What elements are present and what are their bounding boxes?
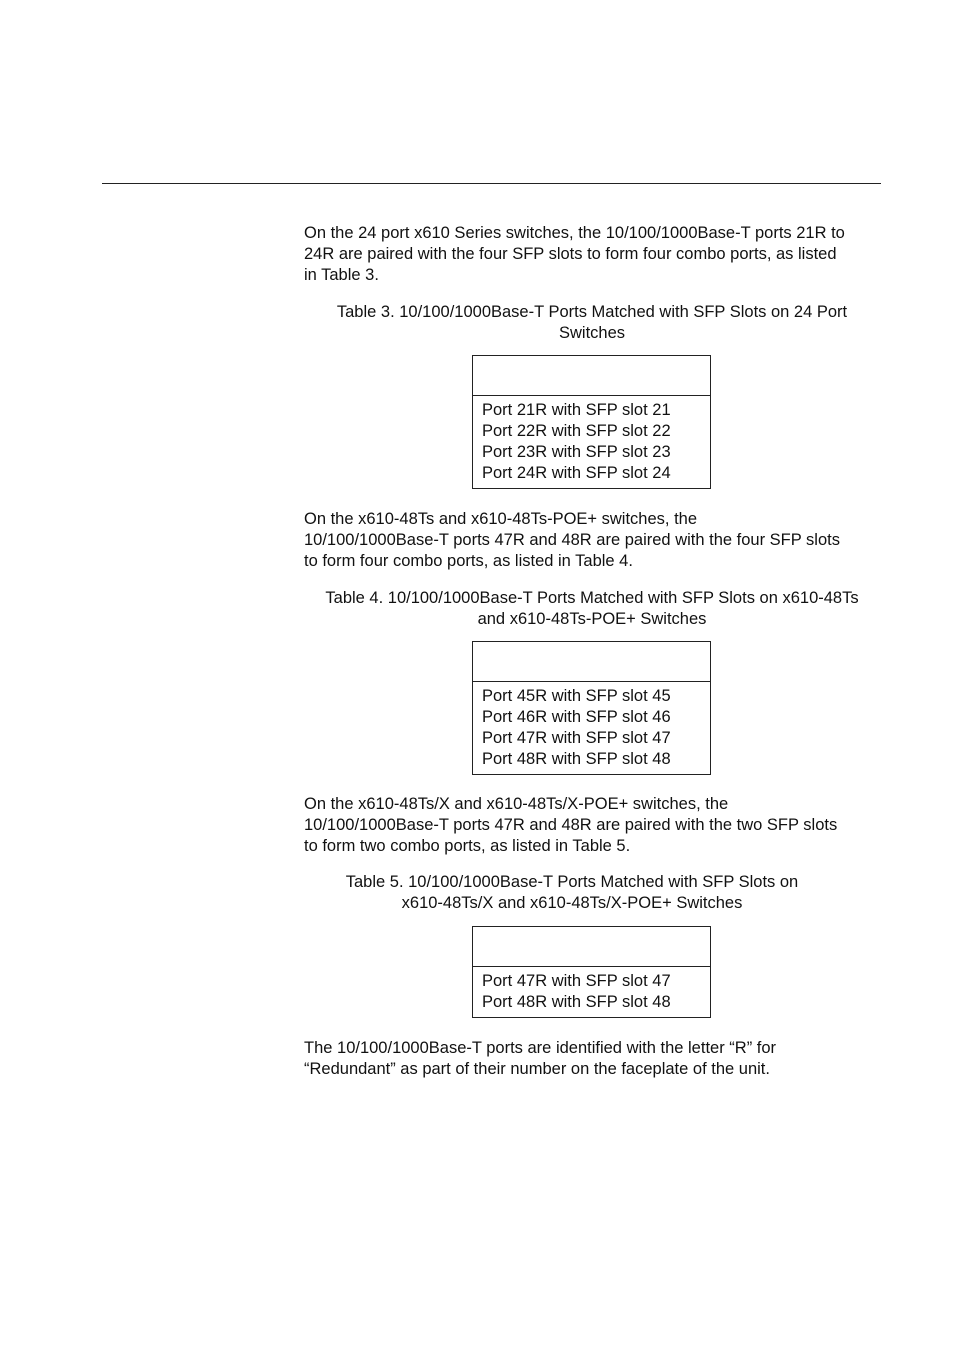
caption-line: and x610-48Ts-POE+ Switches (477, 610, 707, 628)
table-row: Port 48R with SFP slot 48 (482, 750, 671, 768)
table-4-caption (300, 588, 884, 630)
table-body (473, 396, 710, 488)
table-header (473, 356, 710, 396)
table-row: Port 45R with SFP slot 45 (482, 687, 671, 705)
caption-line: Table 3. 10/100/1000Base-T Ports Matched with SFP Slots on 24 Port (336, 303, 848, 321)
paragraph-line: On the x610-48Ts and x610-48Ts-POE+ switches, the (304, 510, 698, 528)
paragraph-line: to form two combo ports, as listed in Table 5. (304, 837, 631, 855)
paragraph-line: in Table 3. (304, 266, 379, 284)
caption-line: Table 5. 10/100/1000Base-T Ports Matched with SFP Slots on (345, 873, 799, 891)
paragraph-line: to form four combo ports, as listed in Table 4. (304, 552, 633, 570)
table-header (473, 927, 710, 967)
paragraph-line: 24R are paired with the four SFP slots to form four combo ports, as listed (304, 245, 837, 263)
paragraph-48ts-intro (304, 509, 884, 572)
paragraph-48ts-x-intro (304, 794, 884, 857)
table-row: Port 21R with SFP slot 21 (482, 401, 671, 419)
paragraph-line: On the x610-48Ts/X and x610-48Ts/X-POE+ switches, the (304, 795, 729, 813)
paragraph-line: On the 24 port x610 Series switches, the 10/100/1000Base-T ports 21R to (304, 224, 845, 242)
paragraph-line: 10/100/1000Base-T ports 47R and 48R are paired with the two SFP slots (304, 816, 838, 834)
table-header (473, 642, 710, 682)
table-3 (472, 355, 711, 489)
table-4 (472, 641, 711, 775)
paragraph-line: 10/100/1000Base-T ports 47R and 48R are paired with the four SFP slots (304, 531, 840, 549)
table-5-caption (280, 872, 864, 914)
caption-line: Table 4. 10/100/1000Base-T Ports Matched with SFP Slots on x610-48Ts (325, 589, 859, 607)
table-row: Port 24R with SFP slot 24 (482, 464, 671, 482)
table-body (473, 682, 710, 774)
paragraph-line: “Redundant” as part of their number on the faceplate of the unit. (304, 1060, 770, 1078)
table-body (473, 967, 710, 1017)
table-row: Port 22R with SFP slot 22 (482, 422, 671, 440)
paragraph-24-port-intro (304, 223, 884, 286)
caption-line: x610-48Ts/X and x610-48Ts/X-POE+ Switches (401, 894, 743, 912)
paragraph-redundant-note (304, 1038, 884, 1080)
table-row: Port 23R with SFP slot 23 (482, 443, 671, 461)
header-rule (102, 183, 881, 184)
table-row: Port 47R with SFP slot 47 (482, 729, 671, 747)
caption-line: Switches (558, 324, 626, 342)
table-row: Port 48R with SFP slot 48 (482, 993, 671, 1011)
table-3-caption (300, 302, 884, 344)
paragraph-line: The 10/100/1000Base-T ports are identified with the letter “R” for (304, 1039, 777, 1057)
table-row: Port 47R with SFP slot 47 (482, 972, 671, 990)
table-5 (472, 926, 711, 1018)
table-row: Port 46R with SFP slot 46 (482, 708, 671, 726)
